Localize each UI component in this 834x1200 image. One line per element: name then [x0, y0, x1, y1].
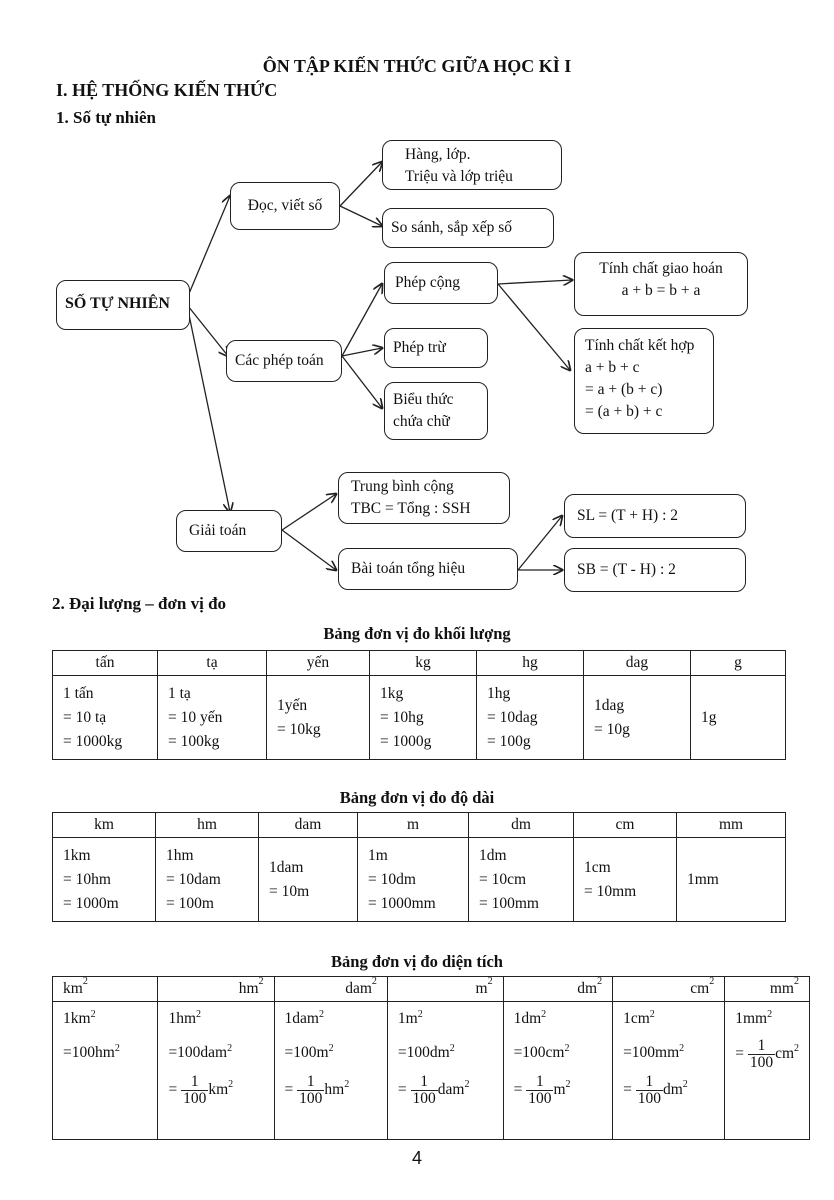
- cell-line: 1 tạ: [168, 684, 191, 702]
- fraction-denominator: 100: [299, 1090, 323, 1107]
- superscript-2: 2: [541, 1009, 547, 1020]
- node-commutative: [574, 252, 748, 316]
- length-header: mm: [677, 813, 786, 838]
- cell-line: = 10 yến: [168, 708, 223, 726]
- node-operations: [226, 340, 342, 382]
- root-natural-numbers: [56, 280, 190, 330]
- unit-squared: $1km^2$: [63, 1009, 96, 1027]
- superscript-2: 2: [464, 1079, 470, 1090]
- unit-squared: 1dam$^2$: [284, 1009, 324, 1027]
- mass-table-caption: Bảng đơn vị đo khối lượng: [323, 624, 511, 643]
- node-average: [338, 472, 510, 524]
- cell-line: = $\frac{1}{100}$ $dm^2$: [623, 1073, 688, 1107]
- length-cell: [574, 838, 677, 922]
- cell-line: = 100kg: [168, 732, 220, 750]
- place-line-1: Hàng, lớp.: [405, 146, 471, 163]
- length-header: m: [358, 813, 469, 838]
- node-expression: [384, 382, 488, 440]
- mass-header: tấn: [53, 651, 158, 676]
- cell-line: = 100m: [166, 894, 214, 912]
- fraction-denominator: 100: [412, 1090, 436, 1107]
- area-cell: [53, 1002, 158, 1140]
- cell-line: = $\frac{1}{100}$ $km^2$: [168, 1073, 234, 1107]
- superscript-2: 2: [344, 1079, 350, 1090]
- superscript-2: 2: [649, 1009, 655, 1020]
- cell-line: = 1000g: [380, 732, 432, 750]
- superscript-2: 2: [679, 1043, 685, 1054]
- fraction-numerator: 1: [636, 1074, 663, 1091]
- place-line-2: Triệu và lớp triệu: [405, 168, 513, 185]
- mass-header: dag: [584, 651, 691, 676]
- page-number: 4: [411, 1148, 422, 1168]
- node-larger-number: [564, 494, 746, 538]
- associative-line-4: = (a + b) + c: [585, 403, 663, 420]
- cell-line: = $\frac{1}{100}$ dam$^2$: [397, 1073, 470, 1107]
- unit-squared: $=100hm^2$: [63, 1043, 120, 1061]
- cell-line: 1 tấn: [63, 684, 94, 702]
- area-table: [52, 976, 810, 1140]
- length-header: dam: [259, 813, 358, 838]
- cell-line: = 10dag: [487, 708, 538, 726]
- cell-line: [514, 1004, 603, 1034]
- length-cell: [259, 838, 358, 922]
- cell-line: 1hm: [166, 846, 194, 864]
- superscript-2: 2: [228, 1079, 234, 1090]
- cell-line: [168, 1004, 263, 1034]
- expression-line-1: Biểu thức: [393, 391, 454, 408]
- cell-line: 1yến: [277, 696, 308, 714]
- area-header: [503, 977, 613, 1002]
- unit-squared: $1hm^2$: [168, 1009, 201, 1027]
- unit-squared: $=100dm^2$: [397, 1043, 455, 1061]
- unit-squared: $cm^2$: [690, 976, 715, 997]
- length-table-caption: Bảng đơn vị đo độ dài: [339, 788, 495, 807]
- area-cell: [387, 1002, 503, 1140]
- fraction: [411, 1074, 438, 1107]
- area-cell: [503, 1002, 613, 1140]
- mass-cell: [158, 676, 267, 760]
- superscript-2: 2: [82, 976, 88, 987]
- fraction: [636, 1074, 663, 1107]
- superscript-2: 2: [227, 1043, 233, 1054]
- cell-line: [735, 1004, 799, 1034]
- mass-header: tạ: [158, 651, 267, 676]
- cell-line: 1g: [701, 708, 717, 726]
- node-associative: [574, 328, 714, 434]
- fraction-denominator: 100: [749, 1054, 774, 1071]
- cell-line: = 10dm: [368, 870, 416, 888]
- fraction-numerator: 1: [411, 1074, 438, 1091]
- superscript-2: 2: [597, 976, 603, 987]
- unit-squared: $hm^2$: [324, 1079, 350, 1099]
- superscript-2: 2: [114, 1043, 120, 1054]
- superscript-2: 2: [258, 976, 264, 987]
- superscript-2: 2: [565, 1079, 571, 1090]
- cell-line: = 10hg: [380, 708, 424, 726]
- area-header: [53, 977, 158, 1002]
- cell-line: [285, 1038, 377, 1068]
- root-label: SỐ TỰ NHIÊN: [65, 295, 170, 312]
- unit-squared: $dm^2$: [577, 976, 603, 997]
- unit-squared: dam$^2$: [345, 976, 377, 997]
- superscript-2: 2: [196, 1009, 201, 1020]
- area-cell: [725, 1002, 810, 1140]
- cell-line: 1dag: [594, 696, 625, 714]
- section-heading: I. HỆ THỐNG KIẾN THỨC: [56, 80, 278, 100]
- cell-line: 1dam: [269, 858, 304, 876]
- cell-line: [514, 1038, 603, 1068]
- cell-line: 1mm: [687, 870, 719, 888]
- area-cell: [613, 1002, 725, 1140]
- superscript-2: 2: [449, 1043, 455, 1054]
- unit-squared: $=100m^2$: [284, 1043, 334, 1061]
- cell-line: = $\frac{1}{100}$ $m^2$: [513, 1073, 571, 1107]
- mass-cell: [691, 676, 786, 760]
- node-compare: [382, 208, 554, 248]
- unit-squared: $m^2$: [475, 976, 493, 997]
- length-header: km: [53, 813, 156, 838]
- cell-line: 1hg: [487, 684, 511, 702]
- area-header: [387, 977, 503, 1002]
- mass-cell: [370, 676, 477, 760]
- length-cell: [53, 838, 156, 922]
- cell-line: 1km: [63, 846, 91, 864]
- fraction: [748, 1038, 775, 1071]
- cell-line: 1cm: [584, 858, 611, 876]
- cell-line: [63, 1038, 147, 1068]
- area-cell: [158, 1002, 274, 1140]
- associative-line-3: = a + (b + c): [585, 381, 663, 398]
- associative-line-1: Tính chất kết hợp: [585, 337, 695, 354]
- fraction-numerator: 1: [181, 1074, 208, 1091]
- superscript-2: 2: [318, 1009, 324, 1020]
- mass-header: kg: [370, 651, 477, 676]
- fraction: [297, 1074, 324, 1107]
- fraction-denominator: 100: [528, 1090, 552, 1107]
- area-table-caption: Bảng đơn vị đo diện tích: [331, 952, 503, 971]
- sum-difference-label: Bài toán tổng hiệu: [351, 560, 466, 577]
- unit-squared: $1mm^2$: [735, 1009, 773, 1027]
- node-addition: [384, 262, 498, 304]
- mass-header: hg: [477, 651, 584, 676]
- mass-header: yến: [267, 651, 370, 676]
- read-write-label: Đọc, viết số: [247, 197, 323, 214]
- cell-line: = 10hm: [63, 870, 111, 888]
- superscript-2: 2: [90, 1009, 96, 1020]
- cell-line: [398, 1038, 493, 1068]
- unit-squared: $mm^2$: [769, 976, 799, 997]
- cell-line: 1dm: [479, 846, 507, 864]
- compare-label: So sánh, sắp xếp số: [391, 219, 512, 236]
- cell-line: = 10mm: [584, 882, 637, 900]
- cell-line: = 100mm: [479, 894, 539, 912]
- unit-squared: $=100cm^2$: [513, 1043, 570, 1061]
- superscript-2: 2: [371, 976, 377, 987]
- unit-squared: dam$^2$: [437, 1079, 470, 1099]
- fraction-numerator: 1: [748, 1038, 775, 1055]
- subtraction-label: Phép trừ: [393, 339, 446, 356]
- length-header: cm: [574, 813, 677, 838]
- cell-line: [623, 1038, 714, 1068]
- cell-line: = $\frac{1}{100}$ $hm^2$: [284, 1073, 350, 1107]
- smaller-number-formula: SB = (T - H) : 2: [577, 561, 676, 578]
- cell-line: [168, 1038, 263, 1068]
- area-header: [725, 977, 810, 1002]
- area-header: [613, 977, 725, 1002]
- superscript-2: 2: [328, 1043, 334, 1054]
- mass-cell: [53, 676, 158, 760]
- node-place-value: [382, 140, 562, 190]
- node-read-write: [230, 182, 340, 230]
- length-cell: [677, 838, 786, 922]
- node-problem-solving: [176, 510, 282, 552]
- superscript-2: 2: [417, 1009, 423, 1020]
- unit-squared: $1dm^2$: [513, 1009, 547, 1027]
- unit-squared: $km^2$: [63, 976, 88, 997]
- mass-table: [52, 650, 786, 760]
- superscript-2: 2: [487, 976, 493, 987]
- mass-cell: [584, 676, 691, 760]
- cell-line: = 10g: [594, 720, 630, 738]
- length-cell: [156, 838, 259, 922]
- mass-cell: [267, 676, 370, 760]
- cell-line: = 10kg: [277, 720, 321, 738]
- fraction: [181, 1074, 208, 1107]
- cell-line: = 10cm: [479, 870, 527, 888]
- superscript-2: 2: [564, 1043, 570, 1054]
- subsection-units: 2. Đại lượng – đơn vị đo: [52, 594, 227, 613]
- length-table: [52, 812, 786, 922]
- cell-line: = 100g: [487, 732, 531, 750]
- unit-squared: $dm^2$: [662, 1079, 688, 1099]
- fraction-denominator: 100: [183, 1090, 207, 1107]
- subsection-natural-numbers: 1. Số tự nhiên: [56, 108, 156, 127]
- mass-cell: [477, 676, 584, 760]
- unit-squared: $1m^2$: [397, 1009, 423, 1027]
- cell-line: [398, 1004, 493, 1034]
- problems-label: Giải toán: [189, 522, 247, 539]
- length-cell: [469, 838, 574, 922]
- cell-line: = 10dam: [166, 870, 221, 888]
- unit-squared: $km^2$: [208, 1079, 234, 1099]
- node-subtraction: [384, 328, 488, 368]
- cell-line: = 1000m: [63, 894, 119, 912]
- unit-squared: $m^2$: [553, 1079, 571, 1099]
- page-title: ÔN TẬP KIẾN THỨC GIỮA HỌC KÌ I: [262, 56, 572, 76]
- cell-line: = 1000kg: [63, 732, 123, 750]
- larger-number-formula: SL = (T + H) : 2: [577, 507, 679, 524]
- expression-line-2: chứa chữ: [393, 413, 450, 430]
- superscript-2: 2: [794, 976, 799, 987]
- superscript-2: 2: [767, 1009, 773, 1020]
- area-header: [274, 977, 387, 1002]
- commutative-line-2: a + b = b + a: [621, 282, 701, 299]
- associative-line-2: a + b + c: [585, 359, 640, 376]
- length-header: hm: [156, 813, 259, 838]
- cell-line: = 1000mm: [368, 894, 436, 912]
- fraction-numerator: 1: [297, 1074, 324, 1091]
- average-line-1: Trung bình cộng: [351, 478, 454, 495]
- mass-header: g: [691, 651, 786, 676]
- unit-squared: $cm^2$: [775, 1043, 799, 1063]
- operations-label: Các phép toán: [235, 352, 324, 369]
- cell-line: [285, 1004, 377, 1034]
- unit-squared: $hm^2$: [238, 976, 264, 997]
- fraction: [526, 1074, 553, 1107]
- cell-line: 1kg: [380, 684, 404, 702]
- cell-line: [63, 1004, 147, 1034]
- length-cell: [358, 838, 469, 922]
- cell-line: [623, 1004, 714, 1034]
- fraction-denominator: 100: [637, 1090, 661, 1107]
- cell-line: 1m: [368, 846, 388, 864]
- area-cell: [274, 1002, 387, 1140]
- cell-line: = 10 tạ: [63, 708, 107, 726]
- addition-label: Phép cộng: [395, 274, 461, 291]
- unit-squared: $1cm^2$: [623, 1009, 655, 1027]
- superscript-2: 2: [682, 1079, 688, 1090]
- cell-line: = $\frac{1}{100}$ $cm^2$: [735, 1037, 799, 1071]
- length-header: dm: [469, 813, 574, 838]
- unit-squared: =100dam$^2$: [168, 1043, 233, 1061]
- fraction-numerator: 1: [526, 1074, 553, 1091]
- node-sum-difference: [338, 548, 518, 590]
- area-header: [158, 977, 274, 1002]
- node-smaller-number: [564, 548, 746, 592]
- average-line-2: TBC = Tổng : SSH: [351, 500, 471, 517]
- superscript-2: 2: [794, 1043, 799, 1054]
- superscript-2: 2: [709, 976, 715, 987]
- cell-line: = 10m: [269, 882, 310, 900]
- commutative-line-1: Tính chất giao hoán: [599, 260, 723, 277]
- unit-squared: $=100mm^2$: [623, 1043, 685, 1061]
